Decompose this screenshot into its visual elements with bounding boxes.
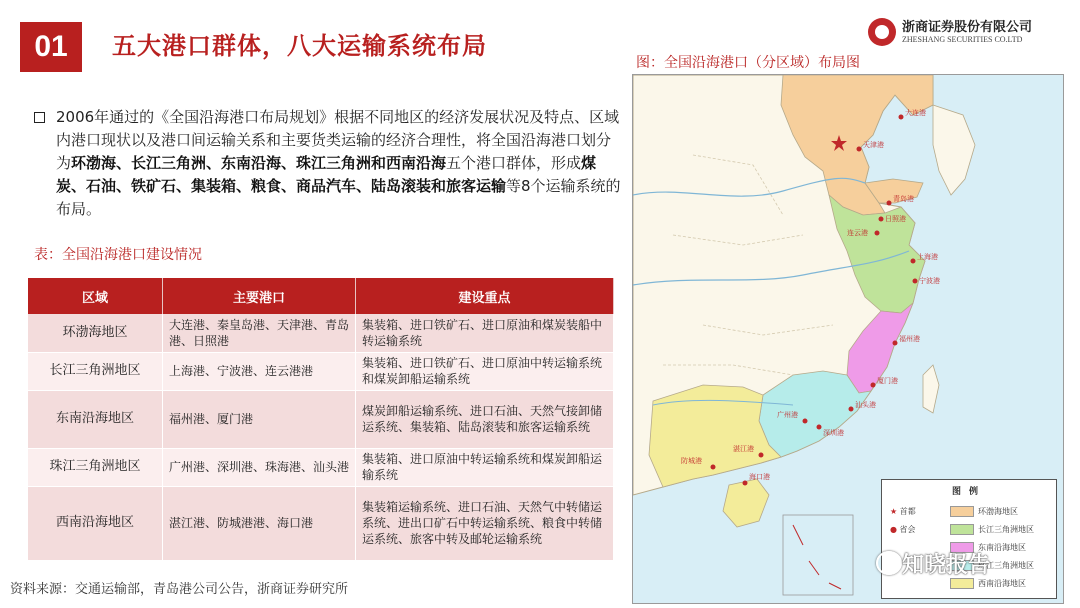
cell-ports: 大连港、秦皇岛港、天津港、青岛港、日照港 — [163, 314, 356, 352]
legend-swatch — [950, 578, 974, 589]
port-label-rizhao: 日照港 — [885, 215, 906, 223]
port-label-fuzhou: 福州港 — [899, 335, 920, 343]
legend-label: 西南沿海地区 — [978, 579, 1026, 588]
company-name-en: ZHESHANG SECURITIES CO.LTD — [902, 35, 1023, 44]
port-label-ningbo: 宁波港 — [919, 277, 940, 285]
port-label-fangcheng: 防城港 — [681, 457, 702, 465]
legend-title: 图例 — [951, 487, 986, 497]
cell-focus: 集装箱、进口铁矿石、进口原油中转运输系统和煤炭卸船运输系统 — [356, 352, 614, 390]
port-label-zhanjiang: 湛江港 — [733, 445, 754, 453]
cell-focus: 集装箱、进口铁矿石、进口原油和煤炭装船中转运输系统 — [356, 314, 614, 352]
intro-text-part1: 2006年通过的《全国沿海港口布局规划》根据不同地区的经济发展状况及特点、区域内港口现状以及港口间运输关系和主要货类运输的经济合理性，将全国沿海港口划分为 — [56, 108, 620, 172]
cell-region: 珠江三角洲地区 — [28, 448, 163, 486]
legend-label: 东南沿海地区 — [978, 543, 1026, 552]
port-marker — [893, 341, 898, 346]
port-label-dalian: 大连港 — [905, 109, 926, 117]
intro-text-part2: 五个港口群体，形成 — [446, 154, 582, 172]
table-caption: 表：全国沿海港口建设情况 — [34, 247, 202, 263]
table-row — [28, 314, 614, 352]
cell-region: 西南沿海地区 — [28, 486, 163, 560]
legend-swatch — [950, 524, 974, 535]
korea-peninsula — [933, 105, 975, 195]
port-label-haikou: 海口港 — [749, 473, 770, 481]
table-row — [28, 390, 614, 448]
cell-ports: 福州港、厦门港 — [163, 390, 356, 448]
table-row — [28, 448, 614, 486]
legend-label: 长江三角洲地区 — [978, 525, 1034, 534]
company-logo — [868, 16, 1058, 52]
intro-text-bold-regions: 环渤海、长江三角洲、东南沿海、珠江三角洲和西南沿海 — [71, 154, 447, 172]
dot-icon: ● — [890, 525, 897, 534]
ports-table — [28, 278, 614, 561]
intro-text-bold-systems: 煤炭、石油、铁矿石、集装箱、粮食、商品汽车、陆岛滚装和旅客运输 — [56, 154, 597, 195]
map-caption: 图：全国沿海港口（分区域）布局图 — [636, 55, 860, 71]
port-label-shantou: 汕头港 — [855, 401, 876, 409]
legend-swatch — [950, 506, 974, 517]
cell-region: 环渤海地区 — [28, 314, 163, 352]
header-ports: 主要港口 — [163, 278, 356, 314]
cell-region: 东南沿海地区 — [28, 390, 163, 448]
taiwan-island — [923, 365, 939, 413]
port-marker — [913, 279, 918, 284]
legend-label: 环渤海地区 — [978, 507, 1018, 516]
port-marker — [817, 425, 822, 430]
cell-ports: 上海港、宁波港、连云港港 — [163, 352, 356, 390]
source-note: 资料来源：交通运输部，青岛港公司公告，浙商证券研究所 — [10, 582, 349, 597]
company-name-cn: 浙商证券股份有限公司 — [902, 20, 1033, 35]
port-label-qingdao: 青岛港 — [893, 195, 914, 203]
port-marker — [857, 147, 862, 152]
port-label-shenzhen: 深圳港 — [823, 429, 844, 437]
intro-text-part3: 等8个运输系统的布局。 — [56, 177, 621, 218]
logo-mark-icon — [868, 18, 896, 46]
cell-focus: 集装箱、进口原油中转运输系统和煤炭卸船运输系统 — [356, 448, 614, 486]
cell-focus: 集装箱运输系统、进口石油、天然气中转储运系统、进出口矿石中转运输系统、粮食中转储运系统、旅客中转及邮轮运输系统 — [356, 486, 614, 560]
port-label-guangzhou: 广州港 — [777, 411, 798, 419]
table-row — [28, 352, 614, 390]
intro-paragraph — [34, 106, 624, 221]
legend-item-yangtze — [950, 524, 1034, 535]
port-marker — [743, 481, 748, 486]
legend-item-province-capital — [890, 524, 916, 535]
header-focus: 建设重点 — [356, 278, 614, 314]
cell-ports: 广州港、深圳港、珠海港、汕头港 — [163, 448, 356, 486]
cell-ports: 湛江港、防城港港、海口港 — [163, 486, 356, 560]
port-label-xiamen: 厦门港 — [877, 377, 898, 385]
port-marker — [887, 201, 892, 206]
section-number-badge: 01 — [20, 22, 82, 72]
cell-focus: 煤炭卸船运输系统、进口石油、天然气接卸储运系统、集装箱、陆岛滚装和旅客运输系统 — [356, 390, 614, 448]
header-region: 区域 — [28, 278, 163, 314]
port-marker — [759, 453, 764, 458]
table-header-row — [28, 278, 614, 314]
legend-item-southwest — [950, 578, 1026, 589]
watermark: 知晓报告 — [902, 553, 991, 578]
legend-label: 省会 — [899, 525, 916, 534]
capital-star-icon: ★ — [890, 507, 898, 516]
port-marker — [849, 407, 854, 412]
table-row — [28, 486, 614, 560]
coastal-ports-map — [632, 74, 1064, 604]
bullet-square-icon — [34, 112, 45, 123]
hainan-island — [723, 479, 769, 527]
port-label-lianyungang: 连云港 — [847, 229, 868, 237]
map-legend — [881, 479, 1057, 599]
intro-text — [56, 106, 624, 221]
port-marker — [899, 115, 904, 120]
port-marker — [911, 259, 916, 264]
port-label-tianjin: 天津港 — [863, 141, 884, 149]
legend-item-bohai — [950, 506, 1018, 517]
legend-label: 首都 — [899, 507, 916, 516]
legend-label: 珠江三角洲地区 — [978, 561, 1034, 570]
port-marker — [875, 231, 880, 236]
port-marker — [803, 419, 808, 424]
port-marker — [871, 383, 876, 388]
wechat-icon — [876, 551, 902, 575]
cell-region: 长江三角洲地区 — [28, 352, 163, 390]
port-marker — [879, 217, 884, 222]
port-marker — [711, 465, 716, 470]
page-title: 五大港口群体，八大运输系统布局 — [112, 32, 487, 60]
port-label-shanghai: 上海港 — [917, 253, 938, 261]
legend-item-capital — [890, 506, 916, 517]
